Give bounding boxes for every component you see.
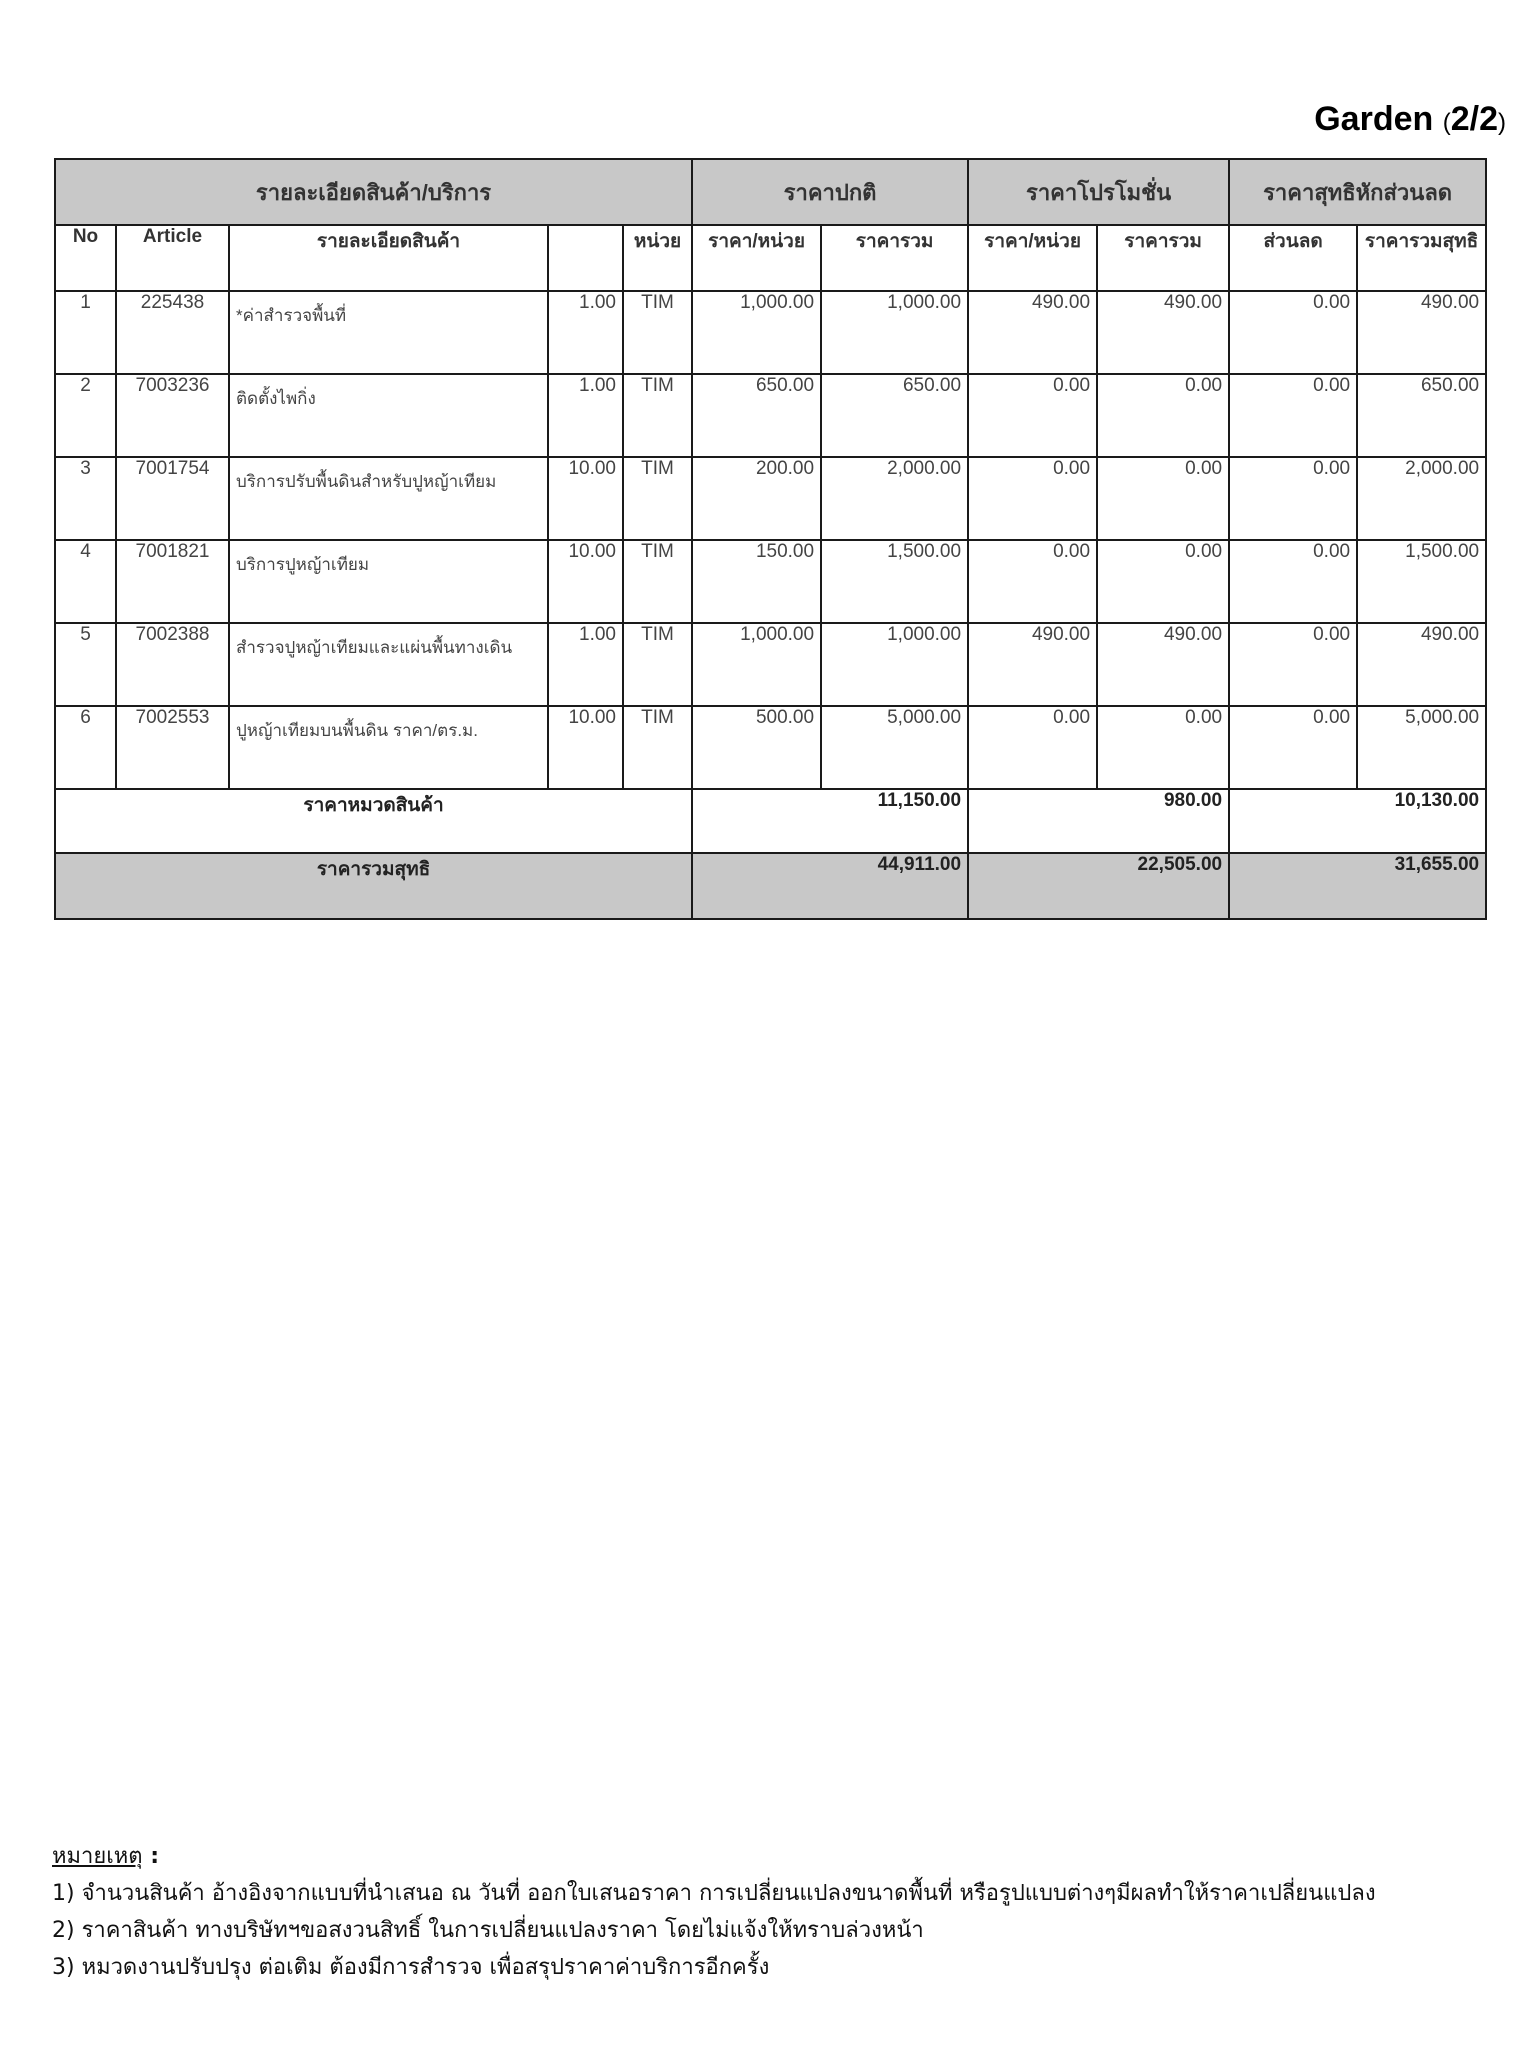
col-header-qty [548, 225, 623, 291]
cell-normal-total: 650.00 [821, 374, 968, 457]
table-row [55, 291, 1486, 374]
quotation-table [54, 158, 1487, 920]
table-row [55, 706, 1486, 789]
cell-net-total: 490.00 [1357, 623, 1486, 706]
table-row [55, 374, 1486, 457]
cell-no: 5 [55, 623, 116, 706]
column-header-row [55, 225, 1486, 291]
col-header-normal-unit-price: ราคา/หน่วย [692, 225, 821, 291]
cell-discount: 0.00 [1229, 540, 1357, 623]
group-header-normal-price: ราคาปกติ [692, 159, 968, 225]
note-item: 1) จำนวนสินค้า อ้างอิงจากแบบที่นำเสนอ ณ วันที่ ออกใบเสนอราคา การเปลี่ยนแปลงขนาดพื้นที่ หรือรูปแบบต่างๆมีผลทำให้ราคาเปลี่ยนแปลง [52, 1881, 1376, 1906]
group-header-promo-price: ราคาโปรโมชั่น [968, 159, 1229, 225]
cell-unit: TIM [623, 457, 692, 540]
category-total-normal: 11,150.00 [692, 789, 968, 853]
cell-normal-unit-price: 650.00 [692, 374, 821, 457]
cell-no: 2 [55, 374, 116, 457]
cell-normal-unit-price: 200.00 [692, 457, 821, 540]
cell-discount: 0.00 [1229, 623, 1357, 706]
notes-heading [52, 1838, 1376, 1875]
cell-net-total: 490.00 [1357, 291, 1486, 374]
notes-section [52, 1838, 1376, 1986]
cell-qty: 1.00 [548, 623, 623, 706]
cell-normal-unit-price: 1,000.00 [692, 623, 821, 706]
cell-qty: 1.00 [548, 291, 623, 374]
cell-qty: 10.00 [548, 457, 623, 540]
cell-net-total: 5,000.00 [1357, 706, 1486, 789]
cell-promo-unit-price: 490.00 [968, 291, 1097, 374]
cell-promo-unit-price: 490.00 [968, 623, 1097, 706]
cell-unit: TIM [623, 540, 692, 623]
cell-normal-unit-price: 1,000.00 [692, 291, 821, 374]
category-total-label: ราคาหมวดสินค้า [55, 789, 692, 853]
cell-qty: 1.00 [548, 374, 623, 457]
cell-description: บริการปูหญ้าเทียม [229, 540, 548, 623]
cell-discount: 0.00 [1229, 457, 1357, 540]
col-header-article: Article [116, 225, 229, 291]
table-row [55, 540, 1486, 623]
col-header-promo-total: ราคารวม [1097, 225, 1229, 291]
note-item: 2) ราคาสินค้า ทางบริษัทฯขอสงวนสิทธิ์ ในการเปลี่ยนแปลงราคา โดยไม่แจ้งให้ทราบล่วงหน้า [52, 1918, 924, 1943]
page-number: 2/2 [1450, 100, 1498, 138]
cell-normal-unit-price: 150.00 [692, 540, 821, 623]
cell-net-total: 1,500.00 [1357, 540, 1486, 623]
cell-promo-total: 490.00 [1097, 291, 1229, 374]
col-header-no: No [55, 225, 116, 291]
group-header-row [55, 159, 1486, 225]
group-header-details: รายละเอียดสินค้า/บริการ [55, 159, 692, 225]
cell-article: 7001821 [116, 540, 229, 623]
cell-no: 6 [55, 706, 116, 789]
page-title [1314, 100, 1506, 139]
cell-qty: 10.00 [548, 540, 623, 623]
cell-net-total: 2,000.00 [1357, 457, 1486, 540]
cell-description: *ค่าสำรวจพื้นที่ [229, 291, 548, 374]
table-row [55, 623, 1486, 706]
col-header-unit: หน่วย [623, 225, 692, 291]
col-header-promo-unit-price: ราคา/หน่วย [968, 225, 1097, 291]
category-total-net: 10,130.00 [1229, 789, 1486, 853]
cell-unit: TIM [623, 706, 692, 789]
cell-description: บริการปรับพื้นดินสำหรับปูหญ้าเทียม [229, 457, 548, 540]
cell-article: 7003236 [116, 374, 229, 457]
cell-description: สำรวจปูหญ้าเทียมและแผ่นพื้นทางเดิน [229, 623, 548, 706]
group-header-net-price: ราคาสุทธิหักส่วนลด [1229, 159, 1486, 225]
category-total-promo: 980.00 [968, 789, 1229, 853]
col-header-normal-total: ราคารวม [821, 225, 968, 291]
cell-normal-total: 1,000.00 [821, 291, 968, 374]
notes-title: หมายเหตุ [52, 1844, 143, 1869]
cell-discount: 0.00 [1229, 374, 1357, 457]
category-total-row [55, 789, 1486, 853]
cell-no: 1 [55, 291, 116, 374]
cell-normal-total: 1,000.00 [821, 623, 968, 706]
cell-article: 225438 [116, 291, 229, 374]
cell-promo-total: 490.00 [1097, 623, 1229, 706]
note-item: 3) หมวดงานปรับปรุง ต่อเติม ต้องมีการสำรวจ เพื่อสรุปราคาค่าบริการอีกครั้ง [52, 1955, 770, 1980]
cell-normal-unit-price: 500.00 [692, 706, 821, 789]
table-row [55, 457, 1486, 540]
cell-no: 4 [55, 540, 116, 623]
cell-promo-unit-price: 0.00 [968, 374, 1097, 457]
cell-promo-unit-price: 0.00 [968, 706, 1097, 789]
notes-colon: : [142, 1844, 160, 1869]
col-header-net-total: ราคารวมสุทธิ [1357, 225, 1486, 291]
cell-promo-total: 0.00 [1097, 374, 1229, 457]
cell-promo-unit-price: 0.00 [968, 457, 1097, 540]
cell-promo-total: 0.00 [1097, 540, 1229, 623]
page-paren-open: ( [1442, 109, 1451, 136]
cell-promo-total: 0.00 [1097, 457, 1229, 540]
cell-unit: TIM [623, 374, 692, 457]
cell-article: 7002553 [116, 706, 229, 789]
page-title-text: Garden [1314, 100, 1434, 138]
cell-discount: 0.00 [1229, 706, 1357, 789]
cell-normal-total: 5,000.00 [821, 706, 968, 789]
cell-promo-total: 0.00 [1097, 706, 1229, 789]
page-paren-close: ) [1498, 109, 1506, 136]
grand-total-normal: 44,911.00 [692, 853, 968, 919]
grand-total-net: 31,655.00 [1229, 853, 1486, 919]
cell-unit: TIM [623, 623, 692, 706]
cell-description: ปูหญ้าเทียมบนพื้นดิน ราคา/ตร.ม. [229, 706, 548, 789]
cell-unit: TIM [623, 291, 692, 374]
cell-promo-unit-price: 0.00 [968, 540, 1097, 623]
grand-total-row [55, 853, 1486, 919]
cell-description: ติดตั้งไพกิ่ง [229, 374, 548, 457]
cell-qty: 10.00 [548, 706, 623, 789]
col-header-discount: ส่วนลด [1229, 225, 1357, 291]
cell-discount: 0.00 [1229, 291, 1357, 374]
cell-normal-total: 1,500.00 [821, 540, 968, 623]
cell-no: 3 [55, 457, 116, 540]
cell-net-total: 650.00 [1357, 374, 1486, 457]
grand-total-label: ราคารวมสุทธิ [55, 853, 692, 919]
col-header-description: รายละเอียดสินค้า [229, 225, 548, 291]
cell-article: 7001754 [116, 457, 229, 540]
cell-article: 7002388 [116, 623, 229, 706]
cell-normal-total: 2,000.00 [821, 457, 968, 540]
grand-total-promo: 22,505.00 [968, 853, 1229, 919]
